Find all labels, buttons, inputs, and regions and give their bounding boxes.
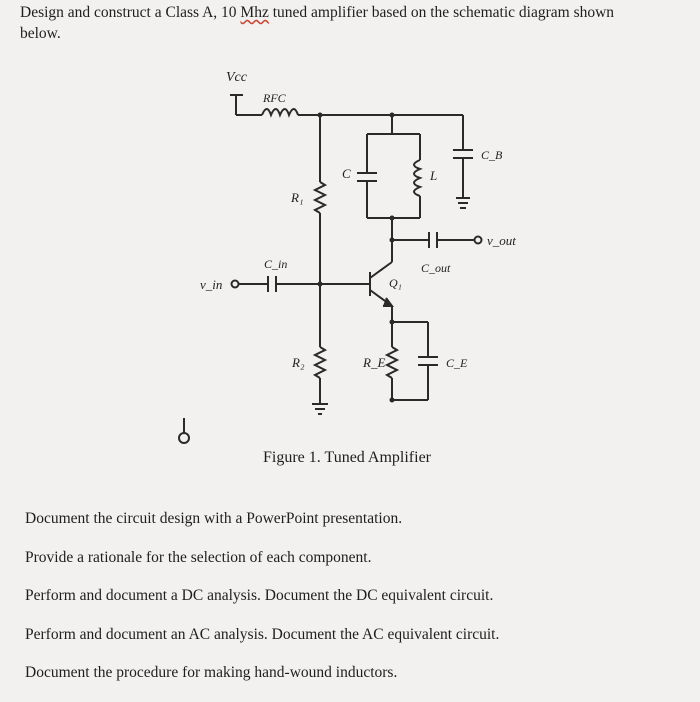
label-q1: Q₁ — [389, 276, 402, 290]
label-r1: R₁ — [291, 190, 304, 205]
label-l: L — [430, 168, 438, 183]
label-r2: R₂ — [292, 355, 305, 370]
stray-terminal — [179, 433, 189, 443]
task-item: Document the procedure for making hand-wound inductors. — [25, 664, 398, 681]
task-item: Provide a rationale for the selection of each component. — [25, 548, 372, 566]
tank-inductor — [414, 160, 420, 196]
task-list — [25, 509, 685, 702]
intro-text-2: tuned amplifier based on the schematic diagram shown — [268, 4, 615, 21]
label-re: R_E — [363, 355, 386, 370]
intro-text-1: Design and construct a Class A, 10 — [20, 4, 241, 21]
misspelled-word: Mhz — [240, 4, 269, 21]
label-c: C — [342, 166, 351, 181]
task-item: Perform and document a DC analysis. Document the DC equivalent circuit. — [25, 587, 494, 604]
intro-text-3: below. — [20, 25, 61, 42]
label-ce: C_E — [446, 356, 468, 370]
figure-caption: Figure 1. Tuned Amplifier — [263, 449, 432, 466]
label-vcc: Vcc — [226, 70, 247, 85]
label-cin: C_in — [264, 257, 288, 271]
task-item: Perform and document an AC analysis. Document the AC equivalent circuit. — [25, 625, 500, 643]
label-vout: v_out — [487, 233, 516, 248]
r2-resistor — [315, 347, 325, 378]
vin-terminal — [232, 281, 239, 288]
label-rfc: RFC — [263, 91, 286, 105]
r1-resistor — [315, 182, 325, 213]
rfc-inductor — [262, 109, 298, 115]
vout-terminal — [475, 237, 482, 244]
label-cout: C_out — [421, 261, 451, 275]
task-item: Document the circuit design with a PowerPoint presentation. — [25, 510, 403, 527]
label-cb: C_B — [481, 148, 503, 162]
label-vin: v_in — [200, 277, 223, 292]
re-resistor — [387, 347, 397, 378]
